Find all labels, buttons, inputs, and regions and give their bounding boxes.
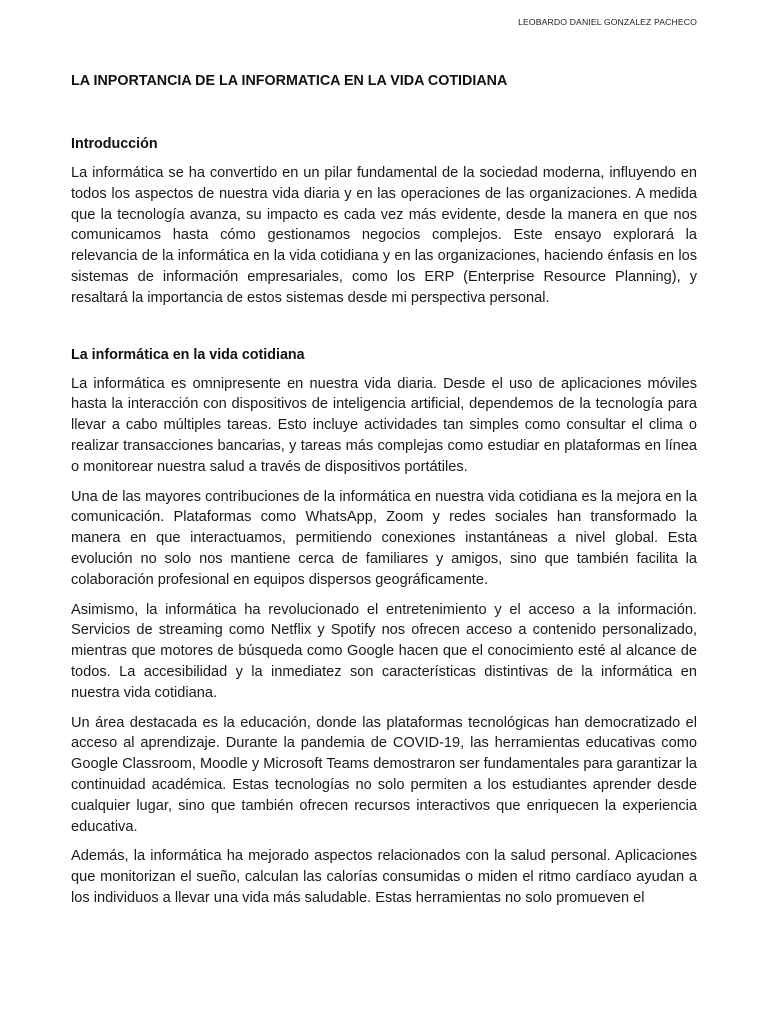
header-author: LEOBARDO DANIEL GONZALEZ PACHECO <box>518 17 697 27</box>
paragraph: Asimismo, la informática ha revolucionado el entretenimiento y el acceso a la información. Servicios de streaming como Netflix y Spotify nos ofrecen acceso a contenido personalizado, mientras que motores de búsqueda como Google hacen que el conocimiento esté al alcance de todos. La accesibilidad y la inmediatez son características distintivas de la informática en nuestra vida cotidiana. <box>71 601 697 701</box>
paragraph: Un área destacada es la educación, donde las plataformas tecnológicas han democratizado el acceso al aprendizaje. Durante la pandemia de COVID-19, las herramientas educativas como Google Classroom, Moodle y Microsoft Teams demostraron ser fundamentales para garantizar la continuidad académica. Estas tecnologías no solo permiten a los estudiantes aprender desde cualquier lugar, sino que también ofrecen recursos interactivos que enriquecen la experiencia educativa. <box>71 714 697 835</box>
document-title: LA INPORTANCIA DE LA INFORMATICA EN LA VIDA COTIDIANA <box>71 73 508 89</box>
section-heading: La informática en la vida cotidiana <box>71 346 305 363</box>
section-introduccion <box>71 134 697 309</box>
section-heading: Introducción <box>71 136 158 152</box>
paragraph: La informática es omnipresente en nuestra vida diaria. Desde el uso de aplicaciones móviles hasta la interacción con dispositivos de inteligencia artificial, dependemos de la tecnología para llevar a cabo múltiples tareas. Esto incluye actividades tan simples como consultar el clima o realizar transacciones bancarias, y tareas más complejas como estudiar en plataformas en línea o monitorear nuestra salud a través de dispositivos portátiles. <box>71 375 697 475</box>
section-vida-cotidiana <box>71 345 697 909</box>
document-body <box>71 134 697 918</box>
paragraph: Una de las mayores contribuciones de la informática en nuestra vida cotidiana es la mejora en la comunicación. Plataformas como WhatsApp, Zoom y redes sociales han transformado la manera en que interactuamos, permitiendo conexiones instantáneas a nivel global. Esta evolución no solo nos mantiene cerca de familiares y amigos, sino que también facilita la colaboración profesional en equipos dispersos geográficamente. <box>71 488 697 588</box>
paragraph: Además, la informática ha mejorado aspectos relacionados con la salud personal. Aplicaciones que monitorizan el sueño, calculan las calorías consumidas o miden el ritmo cardíaco ayudan a los individuos a llevar una vida más saludable. Estas herramientas no solo promueven el <box>71 848 697 906</box>
paragraph: La informática se ha convertido en un pilar fundamental de la sociedad moderna, influyendo en todos los aspectos de nuestra vida diaria y en las operaciones de las organizaciones. A medida que la tecnología avanza, su impacto es cada vez más evidente, desde la manera en que nos comunicamos hasta cómo gestionamos negocios complejos. Este ensayo explorará la relevancia de la informática en la vida cotidiana y en las organizaciones, haciendo énfasis en los sistemas de información empresariales, como los ERP (Enterprise Resource Planning), y resaltará la importancia de estos sistemas desde mi perspectiva personal. <box>71 165 697 306</box>
